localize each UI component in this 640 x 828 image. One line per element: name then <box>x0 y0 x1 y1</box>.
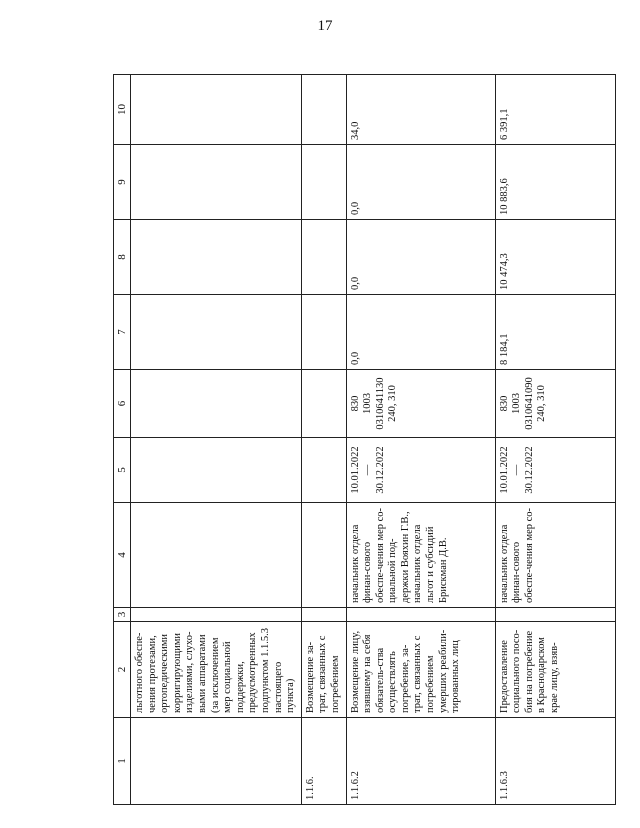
column-header: 5 <box>114 438 131 503</box>
table-row <box>346 75 495 805</box>
responsible <box>131 503 302 608</box>
table-row <box>495 75 615 805</box>
column-header: 6 <box>114 370 131 438</box>
value-col7 <box>301 295 346 370</box>
date-from: 10.01.2022 <box>498 446 510 494</box>
column-header: 2 <box>114 622 131 718</box>
date-to: 30.12.2022 <box>374 446 386 494</box>
value-col10 <box>131 75 302 145</box>
measure-name: льготного обеспе-чения протезами, ортопедическими корригирующими изделиями, слухо-выми аппаратами (за исключением мер социальной поддержки, предусмотренных подпунктом 1.1.5.3 настоящего пункта) <box>131 622 302 718</box>
value-col10: 34,0 <box>346 75 495 145</box>
cell-col3 <box>301 608 346 622</box>
date-dash: — <box>362 464 374 476</box>
column-header: 3 <box>114 608 131 622</box>
value-col7: 8 184,1 <box>495 295 615 370</box>
value-col7 <box>131 295 302 370</box>
column-header: 1 <box>114 718 131 805</box>
page-number: 17 <box>317 18 333 34</box>
column-header: 9 <box>114 145 131 220</box>
responsible: начальник отдела финан-сового обеспе-чения мер со-циальной под-держки Вояхин Г.В., начальник отдела льгот и субсидий Брискман Д.В. <box>346 503 495 608</box>
table-row <box>301 75 346 805</box>
responsible <box>301 503 346 608</box>
measure-name: Предоставление социального посо-бия на погребение в Краснодарском крае лицу, взяв- <box>495 622 615 718</box>
row-number <box>131 718 302 805</box>
measure-name: Возмещение за-трат, связанных с погребением <box>301 622 346 718</box>
value-col9: 0,0 <box>346 145 495 220</box>
budget-codes <box>131 370 302 438</box>
row-number: 1.1.6.3 <box>495 718 615 805</box>
row-number: 1.1.6. <box>301 718 346 805</box>
code-a: 830 <box>349 395 361 412</box>
value-col8: 10 474,3 <box>495 220 615 295</box>
column-header: 8 <box>114 220 131 295</box>
value-col7: 0,0 <box>346 295 495 370</box>
budget-codes <box>301 370 346 438</box>
period <box>301 438 346 503</box>
budget-codes <box>346 370 495 438</box>
value-col8: 0,0 <box>346 220 495 295</box>
value-col8 <box>301 220 346 295</box>
row-number: 1.1.6.2 <box>346 718 495 805</box>
value-col10 <box>301 75 346 145</box>
budget-codes <box>495 370 615 438</box>
value-col8 <box>131 220 302 295</box>
period <box>495 438 615 503</box>
period <box>131 438 302 503</box>
code-d: 240, 310 <box>387 385 399 422</box>
date-dash: — <box>511 464 523 476</box>
column-header: 7 <box>114 295 131 370</box>
period <box>346 438 495 503</box>
code-d: 240, 310 <box>536 385 548 422</box>
data-table <box>113 74 616 805</box>
date-to: 30.12.2022 <box>523 446 535 494</box>
measure-name: Возмещение лицу, взявшему на себя обязатель-ства осуществлять погребение, за-трат, связанных с погребением умерших реабили-тированных лиц <box>346 622 495 718</box>
cell-col3 <box>346 608 495 622</box>
value-col10: 6 391,1 <box>495 75 615 145</box>
code-c: 0310641090 <box>523 377 535 430</box>
code-c: 0310641130 <box>374 377 386 430</box>
value-col9 <box>301 145 346 220</box>
cell-col3 <box>495 608 615 622</box>
table-header-row <box>114 75 131 805</box>
value-col9: 10 883,6 <box>495 145 615 220</box>
responsible: начальник отдела финан-сового обеспе-чения мер со- <box>495 503 615 608</box>
column-header: 4 <box>114 503 131 608</box>
cell-col3 <box>131 608 302 622</box>
column-header: 10 <box>114 75 131 145</box>
value-col9 <box>131 145 302 220</box>
table-row <box>131 75 302 805</box>
data-table-rotated <box>113 75 560 805</box>
code-b: 1003 <box>511 393 523 414</box>
code-b: 1003 <box>362 393 374 414</box>
date-from: 10.01.2022 <box>349 446 361 494</box>
code-a: 830 <box>498 395 510 412</box>
